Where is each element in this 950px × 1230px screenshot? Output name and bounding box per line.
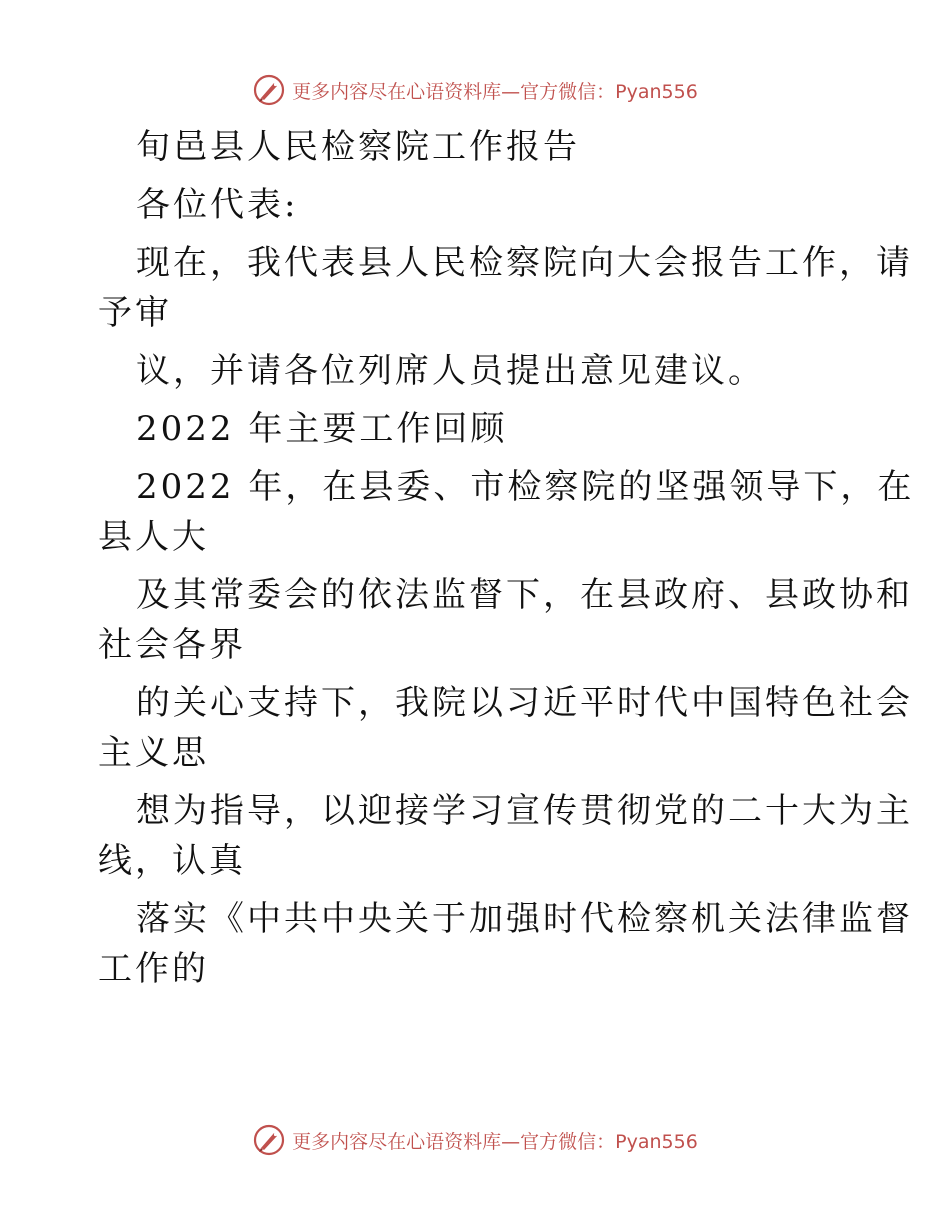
pen-circle-logo-icon xyxy=(252,1123,286,1157)
pen-circle-logo-icon xyxy=(252,73,286,107)
paragraph-line: 工作的 xyxy=(98,949,209,989)
paragraph-line: 落实《中共中央关于加强时代检察机关法律监督 xyxy=(136,899,913,939)
footer-banner-text: 更多内容尽在心语资料库—官方微信：Pyan556 xyxy=(292,1130,698,1153)
paragraph-line: 及其常委会的依法监督下，在县政府、县政协和 xyxy=(136,575,913,615)
paragraph-line: 予审 xyxy=(98,293,172,333)
footer-banner xyxy=(0,1120,950,1160)
header-banner-text: 更多内容尽在心语资料库—官方微信：Pyan556 xyxy=(292,80,698,103)
paragraph-line: 现在，我代表县人民检察院向大会报告工作，请 xyxy=(136,243,913,283)
document-body xyxy=(98,122,915,994)
header-banner xyxy=(0,70,950,110)
paragraph-line: 主义思 xyxy=(98,733,209,773)
paragraph-line: 线，认真 xyxy=(98,841,246,881)
paragraph-line: 的关心支持下，我院以习近平时代中国特色社会 xyxy=(136,683,913,723)
paragraph-line: 县人大 xyxy=(98,517,209,557)
salutation: 各位代表: xyxy=(136,185,299,225)
paragraph-line: 议，并请各位列席人员提出意见建议。 xyxy=(136,351,765,391)
paragraph-line: 2022 年，在县委、市检察院的坚强领导下，在 xyxy=(136,467,915,507)
paragraph-line: 想为指导，以迎接学习宣传贯彻党的二十大为主 xyxy=(136,791,913,831)
document-title: 旬邑县人民检察院工作报告 xyxy=(136,127,580,167)
paragraph-line: 社会各界 xyxy=(98,625,246,665)
section-heading: 2022 年主要工作回顾 xyxy=(136,409,508,449)
